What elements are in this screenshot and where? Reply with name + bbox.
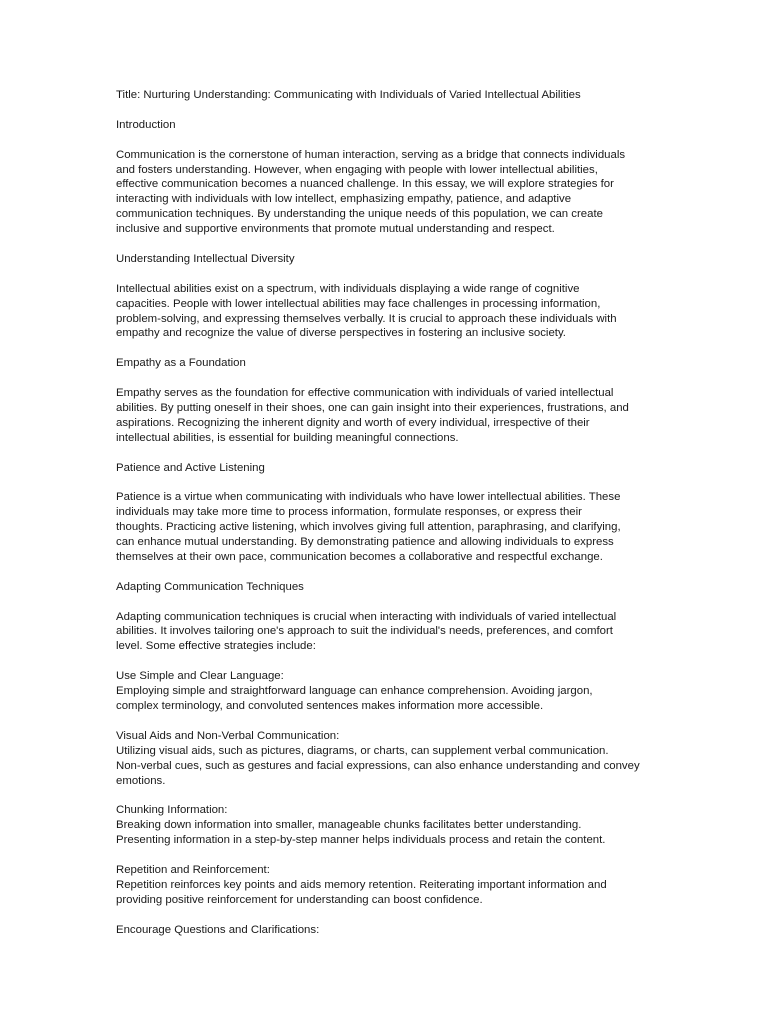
strategy-heading: Chunking Information: — [116, 804, 228, 817]
section-heading-adapting: Adapting Communication Techniques — [116, 580, 304, 593]
paragraph-line: capacities. People with lower intellectual abilities may face challenges in processing information, — [116, 297, 601, 310]
paragraph-line: inclusive and supportive environments that promote mutual understanding and respect. — [116, 223, 555, 236]
paragraph-line: Repetition reinforces key points and aids memory retention. Reiterating important information and — [116, 878, 607, 891]
paragraph-line: and fosters understanding. However, when engaging with people with lower intellectual abilities, — [116, 163, 598, 176]
paragraph-patience — [116, 490, 656, 565]
paragraph-line: Intellectual abilities exist on a spectrum, with individuals displaying a wide range of cognitive — [116, 282, 580, 295]
paragraph-line: abilities. It involves tailoring one's approach to suit the individual's needs, preferences, and comfort — [116, 625, 613, 638]
paragraph-line: communication techniques. By understanding the unique needs of this population, we can create — [116, 208, 603, 221]
strategy-visual-aids — [116, 729, 656, 789]
paragraph-line: themselves at their own pace, communication becomes a collaborative and respectful exchange. — [116, 550, 603, 563]
paragraph-line: level. Some effective strategies include: — [116, 640, 316, 653]
paragraph-line: emotions. — [116, 774, 166, 787]
paragraph-empathy — [116, 386, 656, 446]
strategy-heading: Visual Aids and Non-Verbal Communication: — [116, 729, 340, 742]
paragraph-line: Empathy serves as the foundation for effective communication with individuals of varied intellectual — [116, 387, 614, 400]
document-body — [116, 88, 656, 952]
paragraph-line: Communication is the cornerstone of human interaction, serving as a bridge that connects individuals — [116, 148, 626, 161]
paragraph-line: intellectual abilities, is essential for building meaningful connections. — [116, 431, 459, 444]
strategy-chunking — [116, 803, 656, 848]
paragraph-line: complex terminology, and convoluted sentences makes information more accessible. — [116, 699, 544, 712]
strategy-repetition — [116, 863, 656, 908]
paragraph-adapting — [116, 610, 656, 655]
paragraph-line: Adapting communication techniques is crucial when interacting with individuals of varied intellectual — [116, 610, 617, 623]
section-heading-introduction: Introduction — [116, 118, 176, 131]
paragraph-line: providing positive reinforcement for understanding can boost confidence. — [116, 893, 483, 906]
strategy-heading: Encourage Questions and Clarifications: — [116, 923, 320, 936]
paragraph-line: aspirations. Recognizing the inherent dignity and worth of every individual, irrespective of their — [116, 416, 590, 429]
paragraph-introduction — [116, 148, 656, 237]
paragraph-line: abilities. By putting oneself in their shoes, one can gain insight into their experiences, frustrations, and — [116, 401, 629, 414]
paragraph-line: Non-verbal cues, such as gestures and facial expressions, can also enhance understanding and convey — [116, 759, 640, 772]
paragraph-line: interacting with individuals with low intellect, emphasizing empathy, patience, and adaptive — [116, 193, 572, 206]
paragraph-line: thoughts. Practicing active listening, which involves giving full attention, paraphrasing, and clarifying, — [116, 521, 621, 534]
paragraph-line: empathy and recognize the value of diverse perspectives in fostering an inclusive society. — [116, 327, 566, 340]
paragraph-line: problem-solving, and expressing themselves verbally. It is crucial to approach these individuals with — [116, 312, 617, 325]
paragraph-line: Patience is a virtue when communicating with individuals who have lower intellectual abilities. These — [116, 491, 621, 504]
section-heading-empathy: Empathy as a Foundation — [116, 357, 246, 370]
paragraph-line: Employing simple and straightforward language can enhance comprehension. Avoiding jargon, — [116, 685, 593, 698]
paragraph-line: can enhance mutual understanding. By demonstrating patience and allowing individuals to express — [116, 536, 614, 549]
paragraph-understanding-diversity — [116, 282, 656, 342]
strategy-questions — [116, 923, 656, 938]
paragraph-line: individuals may take more time to process information, formulate responses, or express their — [116, 506, 582, 519]
document-title: Title: Nurturing Understanding: Communicating with Individuals of Varied Intellectual Abilities — [116, 89, 581, 101]
section-heading-patience: Patience and Active Listening — [116, 461, 265, 474]
strategy-heading: Repetition and Reinforcement: — [116, 863, 270, 876]
paragraph-line: Presenting information in a step-by-step manner helps individuals process and retain the content. — [116, 834, 606, 847]
strategy-simple-language — [116, 669, 656, 714]
paragraph-line: effective communication becomes a nuanced challenge. In this essay, we will explore strategies for — [116, 178, 614, 191]
paragraph-line: Breaking down information into smaller, manageable chunks facilitates better understanding. — [116, 819, 582, 832]
section-heading-understanding-diversity: Understanding Intellectual Diversity — [116, 252, 295, 265]
strategy-heading: Use Simple and Clear Language: — [116, 670, 284, 683]
paragraph-line: Utilizing visual aids, such as pictures, diagrams, or charts, can supplement verbal communication. — [116, 744, 609, 757]
